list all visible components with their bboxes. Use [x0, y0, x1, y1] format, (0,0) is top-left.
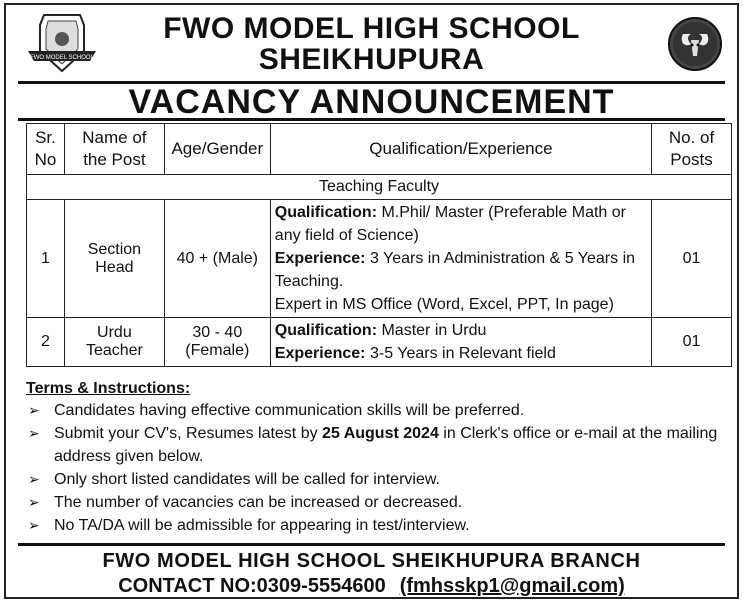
cell-age: 40 + (Male) [164, 200, 270, 318]
advertisement-page [4, 3, 739, 599]
school-title-line1: FWO MODEL HIGH SCHOOL [163, 12, 580, 45]
cell-posts: 01 [652, 200, 732, 318]
footer-branch: FWO MODEL HIGH SCHOOL SHEIKHUPURA BRANCH [102, 550, 641, 572]
table-row [27, 200, 732, 318]
deadline-date: 25 August 2024 [322, 425, 439, 442]
vacancy-banner: VACANCY ANNOUNCEMENT [18, 81, 725, 121]
col-header-qualification: Qualification/Experience [270, 124, 651, 175]
col-header-posts: No. of Posts [652, 124, 732, 175]
vacancy-table [26, 123, 732, 367]
school-title [106, 13, 637, 75]
terms-section [26, 379, 732, 537]
cell-sr: 2 [27, 318, 65, 367]
section-row [27, 175, 732, 200]
table-row [27, 318, 732, 367]
footer [18, 543, 725, 600]
school-crest-logo [24, 11, 100, 75]
bullet-arrow-icon: ➢ [28, 425, 40, 441]
list-item: ➢ Only short listed candidates will be called for interview. [26, 468, 732, 491]
col-header-age: Age/Gender [164, 124, 270, 175]
list-item: ➢ The number of vacancies can be increased or decreased. [26, 491, 732, 514]
list-item: ➢ No TA/DA will be admissible for appearing in test/interview. [26, 514, 732, 537]
contact-number: CONTACT NO:0309-5554600 [118, 575, 386, 597]
col-header-sr: Sr. No [27, 124, 65, 175]
bullet-arrow-icon: ➢ [28, 494, 40, 510]
bullet-arrow-icon: ➢ [28, 471, 40, 487]
col-header-post: Name of the Post [64, 124, 164, 175]
cell-age: 30 - 40 (Female) [164, 318, 270, 367]
cell-post: Section Head [64, 200, 164, 318]
cell-qualification: Qualification: M.Phil/ Master (Preferable Math or any field of Science) Experience: 3 Years in Administration & 5 Years in Teaching. Expert in MS Office (Word, Excel, PPT, In page) [270, 200, 651, 318]
footer-contact [18, 574, 725, 598]
bullet-arrow-icon: ➢ [28, 517, 40, 533]
school-title-line2: SHEIKHUPURA [258, 43, 485, 76]
cell-posts: 01 [652, 318, 732, 367]
cell-sr: 1 [27, 200, 65, 318]
list-item: ➢ Submit your CV's, Resumes latest by 25 August 2024 in Clerk's office or e-mail at the mailing address given below. [26, 422, 732, 468]
ram-emblem-logo [667, 16, 723, 72]
bullet-arrow-icon: ➢ [28, 402, 40, 418]
terms-title: Terms & Instructions: [26, 380, 191, 397]
table-header-row [27, 124, 732, 175]
cell-qualification: Qualification: Master in Urdu Experience: 3-5 Years in Relevant field [270, 318, 651, 367]
terms-list [26, 399, 732, 537]
list-item: ➢ Candidates having effective communication skills will be preferred. [26, 399, 732, 422]
svg-text:FWO MODEL SCHOOL: FWO MODEL SCHOOL [30, 55, 94, 61]
contact-email[interactable]: (fmhsskp1@gmail.com) [399, 575, 625, 597]
cell-post: Urdu Teacher [64, 318, 164, 367]
section-title: Teaching Faculty [27, 175, 732, 200]
header [6, 5, 737, 81]
